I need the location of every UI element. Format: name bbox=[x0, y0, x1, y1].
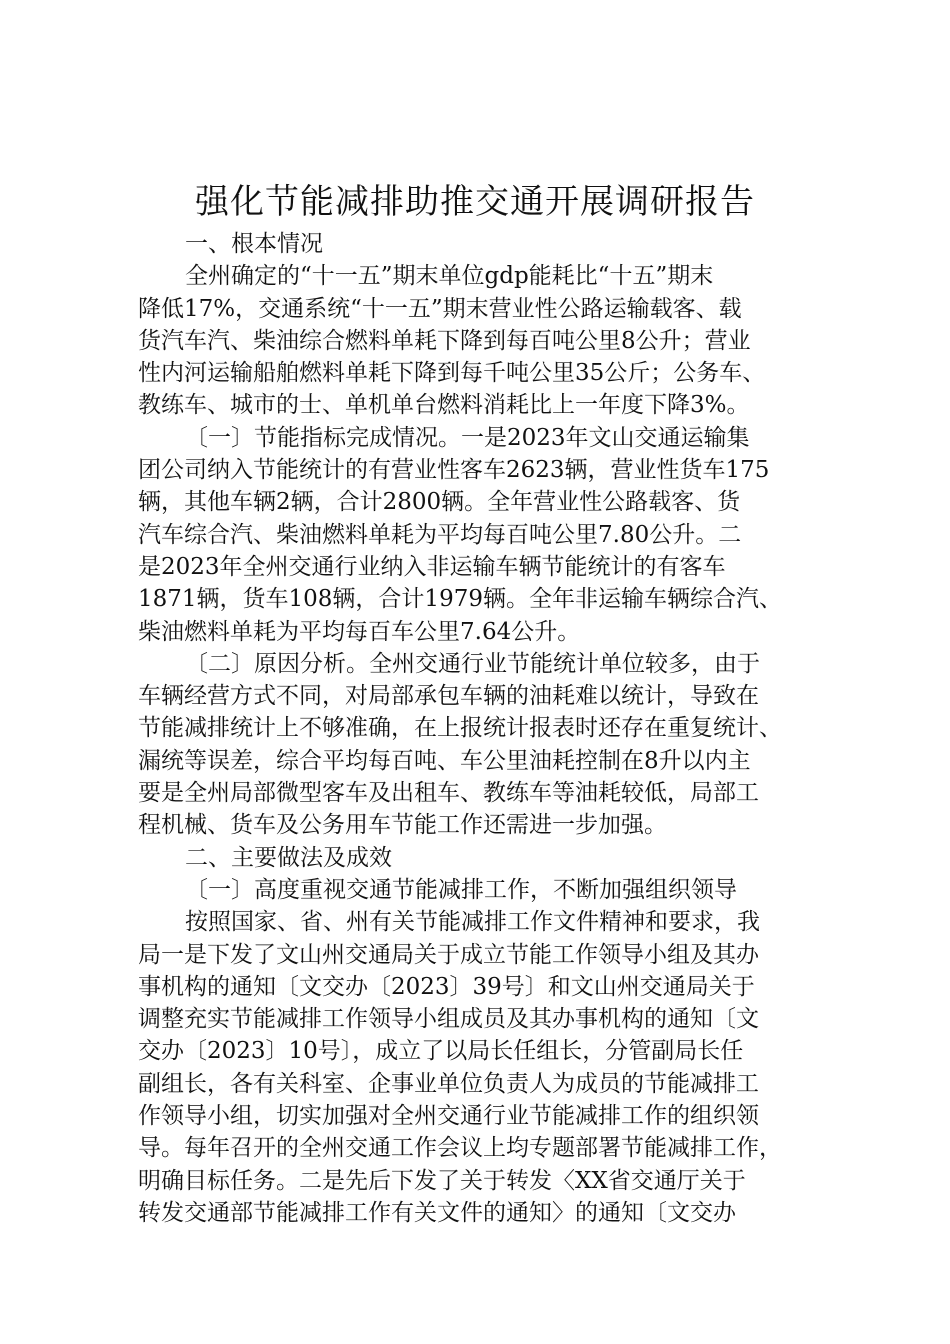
text-line: 全州确定的“十一五”期末单位gdp能耗比“十五”期末 bbox=[185, 263, 714, 290]
text-line: 交办〔2023〕10号〕，成立了以局长任组长，分管副局长任 bbox=[138, 1038, 744, 1065]
text-line: 汽车综合汽、柴油燃料单耗为平均每百吨公里7.80公升。二 bbox=[138, 521, 742, 548]
text-line: 作领导小组，切实加强对全州交通行业节能减排工作的组织领 bbox=[138, 1103, 759, 1130]
text-line: 教练车、城市的士、单机单台燃料消耗比上一年度下降3%。 bbox=[138, 392, 750, 419]
text-line: 货汽车汽、柴油综合燃料单耗下降到每百吨公里8公升；营业 bbox=[138, 327, 751, 354]
text-line: 要是全州局部微型客车及出租车、教练车等油耗较低，局部工 bbox=[138, 780, 759, 807]
text-line: 车辆经营方式不同，对局部承包车辆的油耗难以统计，导致在 bbox=[138, 683, 759, 710]
text-line: 是2023年全州交通行业纳入非运输车辆节能统计的有客车 bbox=[138, 553, 726, 580]
text-line: 导。每年召开的全州交通工作会议上均专题部署节能减排工作， bbox=[138, 1135, 782, 1162]
text-line: 按照国家、省、州有关节能减排工作文件精神和要求，我 bbox=[185, 909, 760, 936]
text-line: 事机构的通知〔文交办〔2023〕39号〕和文山州交通局关于 bbox=[138, 973, 755, 1000]
text-line: 〔一〕高度重视交通节能减排工作，不断加强组织领导 bbox=[185, 876, 737, 903]
text-line: 明确目标任务。二是先后下发了关于转发〈XX省交通厅关于 bbox=[138, 1167, 746, 1194]
text-line: 漏统等误差，综合平均每百吨、车公里油耗控制在8升以内主 bbox=[138, 747, 751, 774]
text-line: 〔二〕原因分析。全州交通行业节能统计单位较多，由于 bbox=[185, 650, 760, 677]
text-line: 调整充实节能减排工作领导小组成员及其办事机构的通知〔文 bbox=[138, 1006, 759, 1033]
text-line: 〔一〕节能指标完成情况。一是2023年文山交通运输集 bbox=[185, 424, 750, 451]
text-line: 1871辆，货车108辆，合计1979辆。全年非运输车辆综合汽、 bbox=[138, 586, 782, 613]
text-line: 柴油燃料单耗为平均每百车公里7.64公升。 bbox=[138, 618, 581, 645]
text-line: 降低17%，交通系统“十一五”期末营业性公路运输载客、载 bbox=[138, 295, 742, 322]
document-title: 强化节能减排助推交通开展调研报告 bbox=[195, 182, 755, 222]
text-line: 团公司纳入节能统计的有营业性客车2623辆，营业性货车175 bbox=[138, 457, 770, 484]
text-line: 局一是下发了文山州交通局关于成立节能工作领导小组及其办 bbox=[138, 941, 759, 968]
text-line: 节能减排统计上不够准确，在上报统计报表时还存在重复统计、 bbox=[138, 715, 782, 742]
text-line: 副组长，各有关科室、企事业单位负责人为成员的节能减排工 bbox=[138, 1070, 759, 1097]
text-line: 程机械、货车及公务用车节能工作还需进一步加强。 bbox=[138, 812, 667, 839]
text-line: 转发交通部节能减排工作有关文件的通知〉的通知〔文交办 bbox=[138, 1199, 736, 1226]
text-line: 辆，其他车辆2辆，合计2800辆。全年营业性公路载客、货 bbox=[138, 489, 741, 516]
section-heading: 二、主要做法及成效 bbox=[185, 844, 392, 871]
text-line: 性内河运输船舶燃料单耗下降到每千吨公里35公斤；公务车、 bbox=[138, 360, 766, 387]
document-body bbox=[138, 228, 858, 1229]
section-heading: 一、根本情况 bbox=[185, 231, 323, 257]
